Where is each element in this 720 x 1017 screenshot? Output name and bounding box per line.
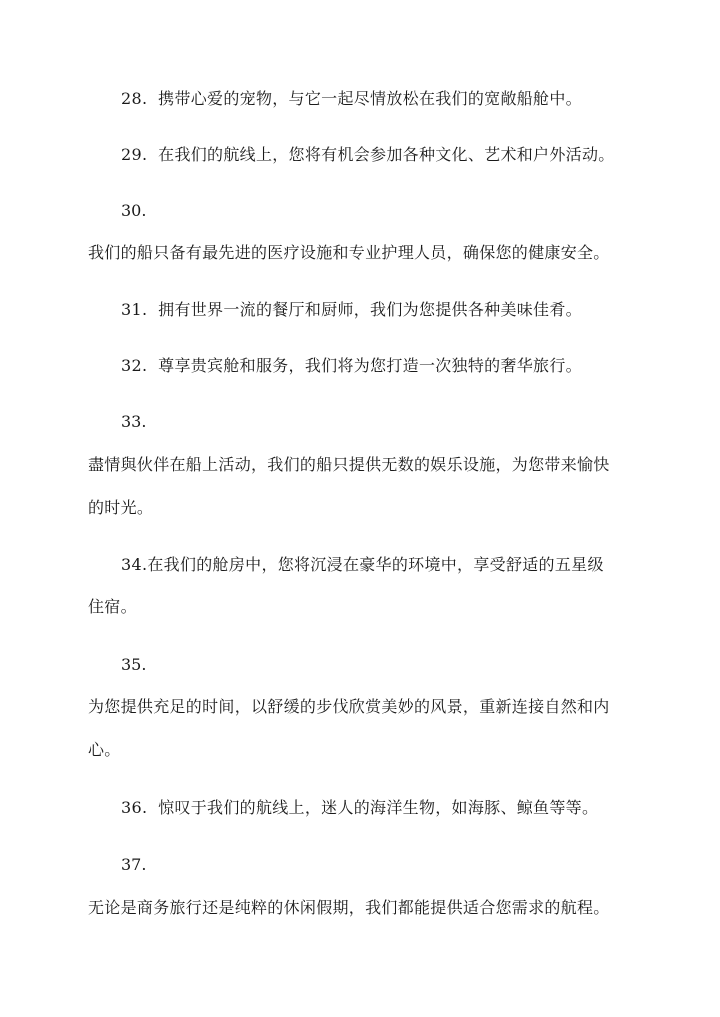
item-text: 在我们的舱房中，您将沉浸在豪华的环境中，享受舒适的五星级: [147, 555, 604, 574]
list-item-37-number: 37.: [121, 855, 147, 874]
item-number: 31.: [121, 300, 148, 319]
list-item-28: [121, 89, 582, 109]
list-item-32: [121, 356, 582, 376]
list-item-33-text-line-1: 盡情與伙伴在船上活动，我们的船只提供无数的娱乐设施，为您带来愉快: [88, 455, 610, 474]
list-item-29: [121, 145, 615, 165]
item-text: 携带心爱的宠物，与它一起尽情放松在我们的宽敞船舱中。: [158, 89, 582, 108]
item-number: 34.: [121, 555, 148, 574]
list-item-30-number: 30.: [121, 201, 147, 220]
item-number: 28.: [121, 89, 148, 108]
item-text: 拥有世界一流的餐厅和厨师，我们为您提供各种美味佳肴。: [158, 300, 582, 319]
list-item-34: [121, 555, 604, 575]
item-text: 惊叹于我们的航线上，迷人的海洋生物，如海豚、鲸鱼等等。: [158, 798, 599, 817]
item-text: 尊享贵宾舱和服务，我们将为您打造一次独特的奢华旅行。: [158, 356, 582, 375]
list-item-33-number: 33.: [121, 412, 147, 431]
list-item-36: [121, 798, 598, 818]
list-item-35-text-line-1: 为您提供充足的时间，以舒缓的步伐欣赏美妙的风景，重新连接自然和内: [88, 697, 610, 716]
item-number: 32.: [121, 356, 148, 375]
list-item-30-text: 我们的船只备有最先进的医疗设施和专业护理人员，确保您的健康安全。: [88, 243, 610, 262]
item-number: 36.: [121, 798, 148, 817]
list-item-33-text-line-2: 的时光。: [88, 498, 154, 517]
list-item-35-text-line-2: 心。: [88, 740, 121, 759]
item-number: 29.: [121, 145, 148, 164]
list-item-37-text: 无论是商务旅行还是纯粹的休闲假期，我们都能提供适合您需求的航程。: [88, 898, 610, 917]
list-item-34-text-line-2: 住宿。: [88, 597, 137, 616]
list-item-35-number: 35.: [121, 655, 147, 674]
item-text: 在我们的航线上，您将有机会参加各种文化、艺术和户外活动。: [158, 145, 615, 164]
list-item-31: [121, 300, 582, 320]
